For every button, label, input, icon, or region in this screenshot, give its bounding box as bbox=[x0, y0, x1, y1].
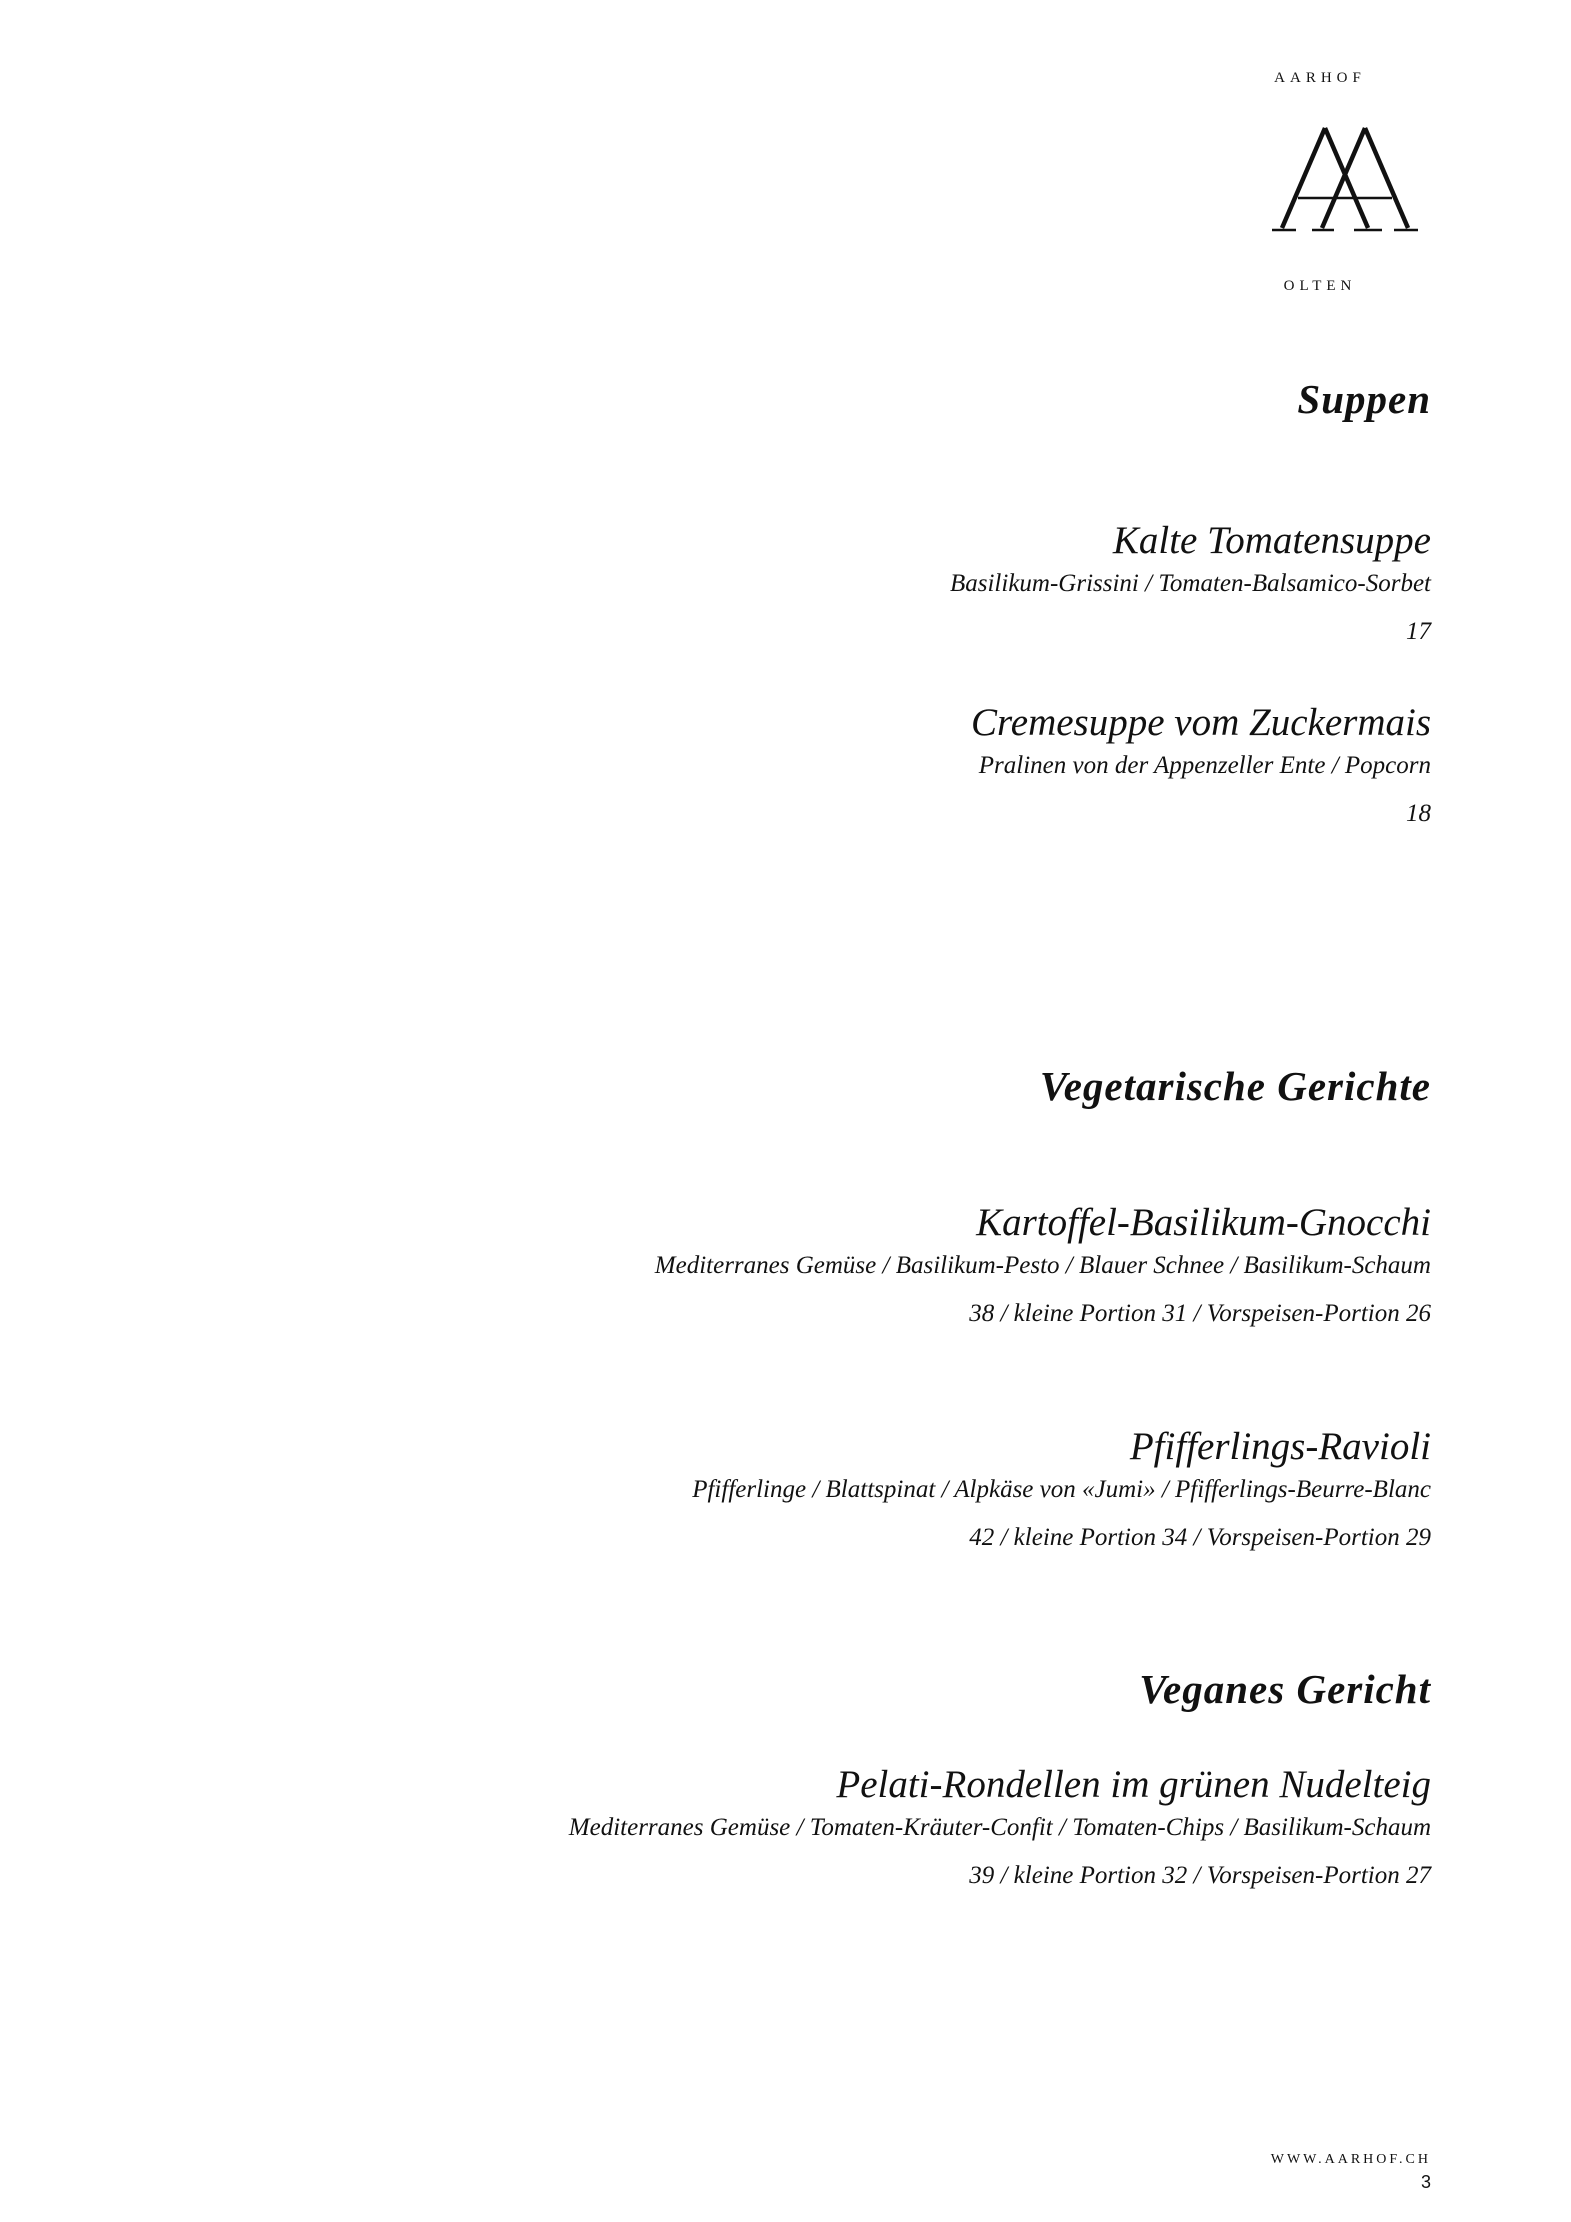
menu-item-title: Pelati-Rondellen im grünen Nudelteig bbox=[836, 1763, 1431, 1806]
page-number: 3 bbox=[1420, 2172, 1431, 2192]
website-link[interactable]: WWW.AARHOF.CH bbox=[1270, 2152, 1431, 2167]
logo-top-text: AARHOF bbox=[1274, 70, 1366, 86]
menu-item-description: Pralinen von der Appenzeller Ente / Popcorn bbox=[978, 752, 1431, 779]
menu-item-description: Mediterranes Gemüse / Basilikum-Pesto / Blauer Schnee / Basilikum-Schaum bbox=[654, 1252, 1431, 1279]
menu-item-title: Pfifferlings-Ravioli bbox=[1129, 1425, 1431, 1468]
section-title-suppen: Suppen bbox=[1297, 376, 1431, 422]
section-title-vegetarisch: Vegetarische Gerichte bbox=[1039, 1063, 1431, 1109]
menu-item-description: Basilikum-Grissini / Tomaten-Balsamico-Sorbet bbox=[949, 570, 1431, 597]
menu-item-price: 17 bbox=[1406, 618, 1431, 645]
menu-item-price: 18 bbox=[1406, 800, 1431, 827]
section-title-vegan: Veganes Gericht bbox=[1139, 1666, 1431, 1712]
logo-bottom-text: OLTEN bbox=[1283, 278, 1357, 294]
aa-monogram-icon bbox=[1270, 120, 1420, 240]
menu-item-price: 38 / kleine Portion 31 / Vorspeisen-Portion 26 bbox=[969, 1300, 1431, 1327]
menu-item-price: 42 / kleine Portion 34 / Vorspeisen-Portion 29 bbox=[969, 1524, 1431, 1551]
menu-item-title: Kalte Tomatensuppe bbox=[1112, 519, 1431, 562]
menu-item-title: Kartoffel-Basilikum-Gnocchi bbox=[976, 1201, 1431, 1244]
menu-item-description: Mediterranes Gemüse / Tomaten-Kräuter-Confit / Tomaten-Chips / Basilikum-Schaum bbox=[568, 1814, 1431, 1841]
menu-item-title: Cremesuppe vom Zuckermais bbox=[971, 701, 1431, 744]
menu-item-description: Pfifferlinge / Blattspinat / Alpkäse von «Jumi» / Pfifferlings-Beurre-Blanc bbox=[692, 1476, 1431, 1503]
menu-item-price: 39 / kleine Portion 32 / Vorspeisen-Portion 27 bbox=[969, 1862, 1431, 1889]
